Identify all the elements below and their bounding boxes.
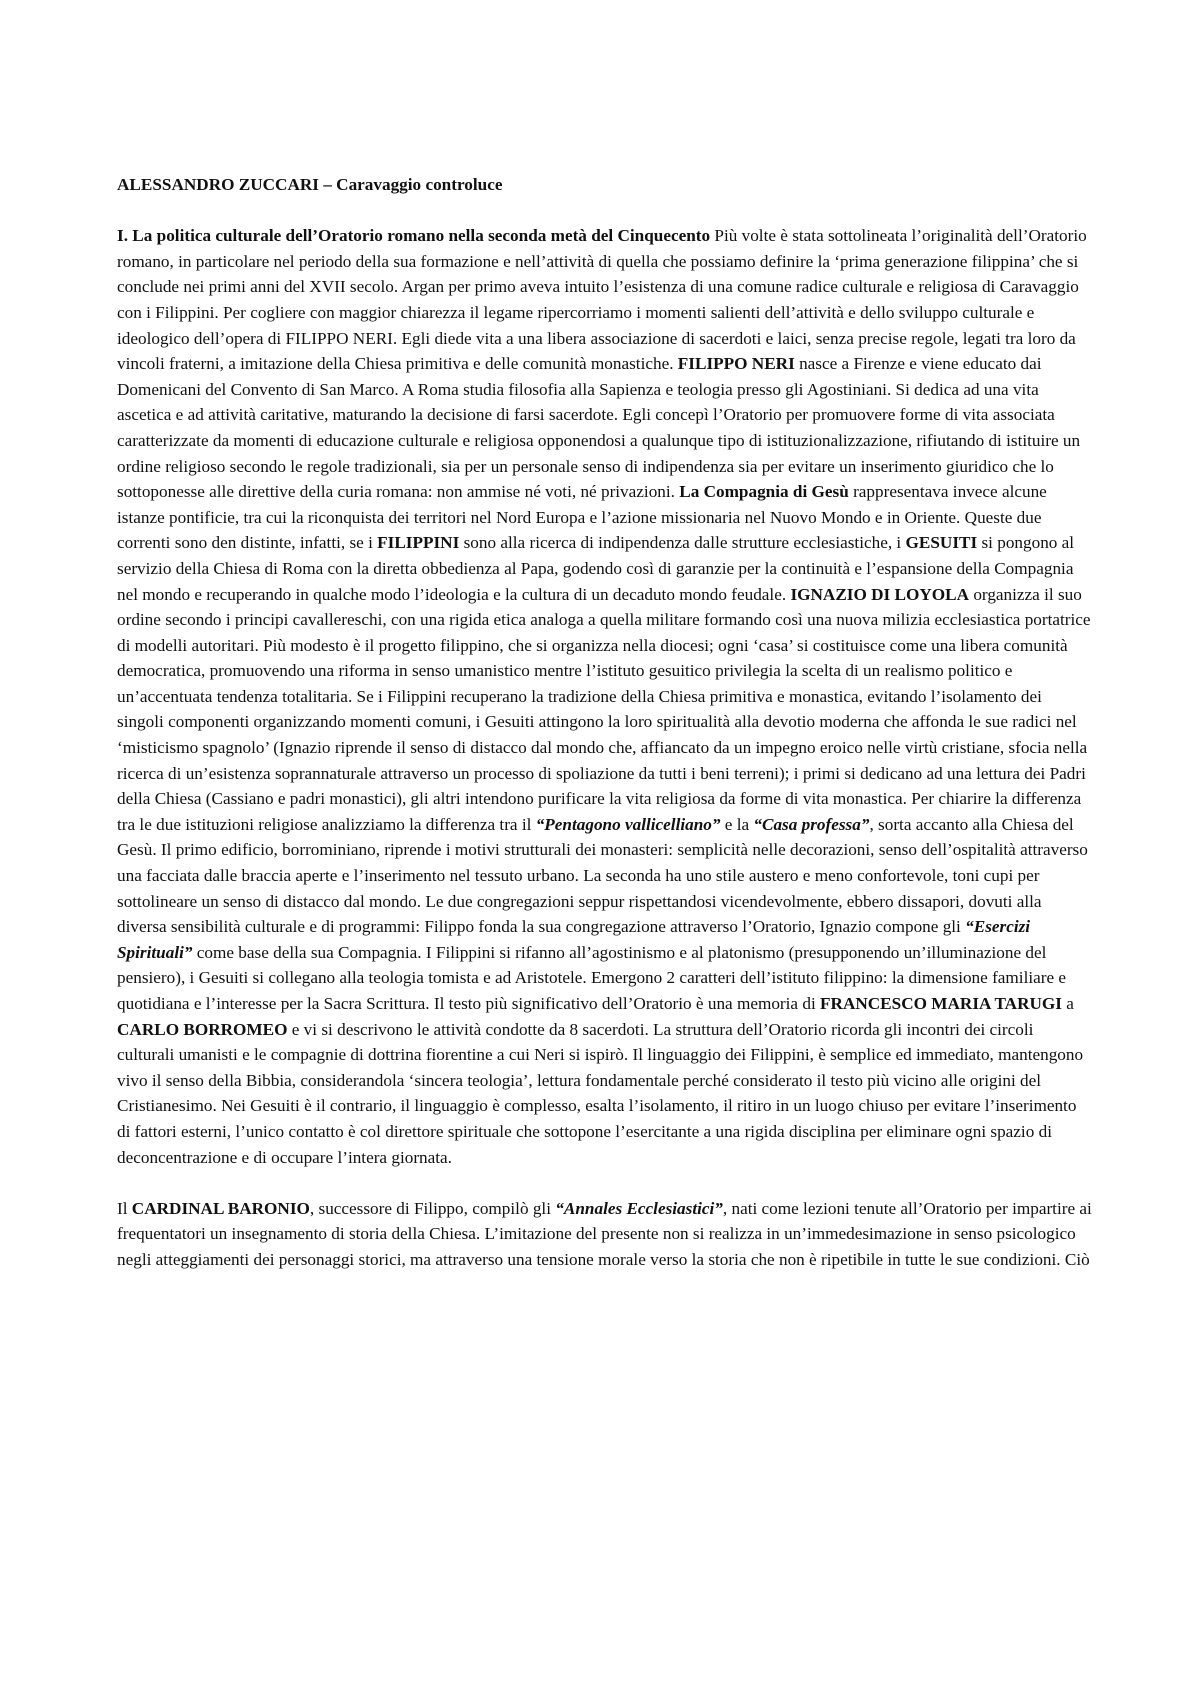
text-run: e la [720, 814, 754, 834]
name-francesco-maria-tarugi: FRANCESCO MARIA TARUGI [820, 994, 1062, 1013]
document-page [117, 172, 1092, 1273]
text-run: sono alla ricerca di indipendenza dalle strutture ecclesiastiche, i [459, 533, 906, 553]
term-gesuiti: GESUITI [905, 533, 978, 553]
term-esercizi-spirituali: “Esercizi Spirituali” [117, 917, 1031, 962]
term-pentagono-vallicelliano: “Pentagono vallicelliano” [535, 814, 721, 834]
name-carlo-borromeo: CARLO BORROMEO [117, 1019, 288, 1039]
document-title: ALESSANDRO ZUCCARI – Caravaggio controluce [117, 175, 503, 194]
term-compagnia-di-gesu: La Compagnia di Gesù [679, 482, 849, 502]
text-run: , successore di Filippo, compilò gli [309, 1198, 556, 1218]
name-ignazio-di-loyola: IGNAZIO DI LOYOLA [790, 584, 970, 604]
text-run: , nati come lezioni tenute all’Oratorio per impartire ai frequentatori un insegnamento di storia della Chiesa. L’imitazione del presente non si realizza in un’immedesimazione in senso psicologico negli atteggiamenti dei personaggi storici, ma attraverso una tensione morale verso la storia che non è ripetibile in tutte le sue condizioni. Ciò [117, 1198, 1092, 1269]
section-heading: I. La politica culturale dell’Oratorio romano nella seconda metà del Cinquecento [117, 226, 711, 246]
section-paragraph [117, 223, 1092, 1170]
text-run: e vi si descrivono le attività condotte da 8 sacerdoti. La struttura dell’Oratorio ricorda gli incontri dei circoli culturali umanisti e le compagnie di dottrina fiorentine a cui Neri si ispirò. Il linguaggio dei Filippini, è semplice ed immediato, mantengono vivo il senso della Bibbia, considerandola ‘sincera teologia’, lettura fondamentale perché considerato il testo più vicino alle origini del Cristianesimo. Nei Gesuiti è il contrario, il linguaggio è complesso, esalta l’isolamento, il ritiro in un luogo chiuso per evitare l’inserimento di fattori esterni, l’unico contatto è col direttore spirituale che sottopone l’esercitante a una rigida disciplina per eliminare ogni spazio di deconcentrazione e di occupare l’intera giornata. [117, 1019, 1084, 1167]
text-run: rappresentava invece alcune istanze pontificie, tra cui la riconquista dei territori nel Nord Europa e l’azione missionaria nel Nuovo Mondo e in Oriente. Queste due correnti sono den distinte, infatti, se i [117, 482, 1047, 553]
text-run: Il [117, 1198, 132, 1218]
paragraph-baronio [117, 1196, 1092, 1273]
term-annales-ecclesiastici: “Annales Ecclesiastici” [555, 1198, 723, 1218]
text-run: a [1061, 994, 1074, 1013]
text-run: si pongono al servizio della Chiesa di Roma con la diretta obbedienza al Papa, godendo così di garanzie per la continuità e l’espansione della Compagnia nel mondo e recuperando in qualche modo l’ideologia e la cultura di un decaduto mondo feudale. [117, 533, 1075, 604]
text-run: , sorta accanto alla Chiesa del Gesù. Il primo edificio, borrominiano, riprende i motivi strutturali dei monasteri: semplicità nelle decorazioni, senso dell’ospitalità attraverso una facciata dalle braccia aperte e l’inserimento nel tessuto urbano. La seconda ha uno stile austero e meno confortevole, toni cupi per sottolineare un senso di distacco dal mondo. Le due congregazioni seppur rispettandosi vicendevolmente, ebbero dissapori, dovuti alla diversa sensibilità culturale e di programmi: Filippo fonda la sua congregazione attraverso l’Oratorio, Ignazio compone gli [117, 814, 1088, 937]
term-casa-professa: “Casa professa” [753, 814, 870, 834]
text-run: come base della sua Compagnia. I Filippini si rifanno all’agostinismo e al platonismo (presupponendo un’illuminazione del pensiero), i Gesuiti si collegano alla teologia tomista e ad Aristotele. Emergono 2 caratteri dell’istituto filippino: la dimensione familiare e quotidiana e l’interesse per la Sacra Scrittura. Il testo più significativo dell’Oratorio è una memoria di [117, 942, 1067, 1013]
text-run: organizza il suo ordine secondo i principi cavallereschi, con una rigida etica analoga a quella militare formando così una nuova milizia ecclesiastica portatrice di modelli autoritari. Più modesto è il progetto filippino, che si organizza nella diocesi; ogni ‘casa’ si costituisce come una libera comunità democratica, promuovendo una riforma in senso umanistico mentre l’istituto gesuitico privilegia la scelta di un realismo politico e un’accentuata tendenza totalitaria. Se i Filippini recuperano la tradizione della Chiesa primitiva e monastica, evitando l’isolamento dei singoli componenti organizzando momenti comuni, i Gesuiti attingono la loro spiritualità alla devotio moderna che affonda le sue radici nel ‘misticismo spagnolo’ (Ignazio riprende il senso di distacco dal mondo che, affiancato da un impegno eroico nelle virtù cristiane, sfocia nella ricerca di un’esistenza soprannaturale attraverso un processo di spoliazione da tutti i beni terreni); i primi si dedicano ad una lettura dei Padri della Chiesa (Cassiano e padri monastici), gli altri intendono purificare la vita religiosa da forme di vita monastica. Per chiarire la differenza tra le due istituzioni religiose analizziamo la differenza tra il [117, 584, 1091, 834]
name-filippo-neri: FILIPPO NERI [677, 354, 795, 374]
text-run: nasce a Firenze e viene educato dai Domenicani del Convento di San Marco. A Roma studia filosofia alla Sapienza e teologia presso gli Agostiniani. Si dedica ad una vita ascetica e ad attività caritative, maturando la decisione di farsi sacerdote. Egli concepì l’Oratorio per promuovere forme di vita associata caratterizzate da momenti di educazione culturale e religiosa opponendosi a qualunque tipo di istituzionalizzazione, rifiutando di istituire un ordine religioso secondo le regole tradizionali, sia per un personale senso di indipendenza sia per evitare un inserimento giuridico che lo sottoponesse alle direttive della curia romana: non ammise né voti, né privazioni. [117, 354, 1081, 502]
term-filippini: FILIPPINI [377, 533, 460, 553]
name-cardinal-baronio: CARDINAL BARONIO [131, 1198, 310, 1218]
text-run: Più volte è stata sottolineata l’originalità dell’Oratorio romano, in particolare nel periodo della sua formazione e nell’attività di quella che possiamo definire la ‘prima generazione filippina’ che si conclude nei primi anni del XVII secolo. Argan per primo aveva intuito l’esistenza di una comune radice culturale e religiosa di Caravaggio con i Filippini. Per cogliere con maggior chiarezza il legame ripercorriamo i momenti salienti dell’attività e dello sviluppo culturale e ideologico dell’opera di FILIPPO NERI. Egli diede vita a una libera associazione di sacerdoti e laici, senza precise regole, legati tra loro da vincoli fraterni, a imitazione della Chiesa primitiva e delle comunità monastiche. [117, 226, 1087, 374]
